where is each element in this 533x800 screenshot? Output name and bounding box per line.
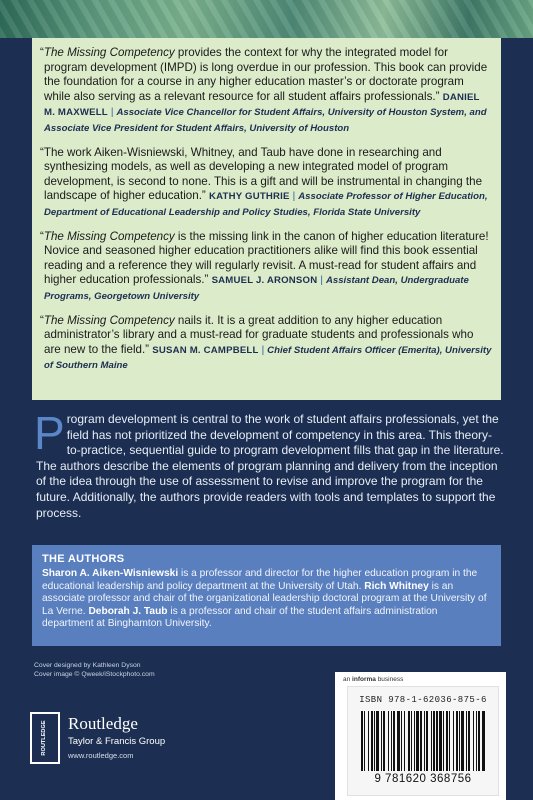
barcode-bar — [431, 711, 432, 771]
informa-business-label: an informa business — [343, 676, 404, 683]
barcode-bar — [368, 711, 369, 771]
publisher-url: www.routledge.com — [68, 751, 134, 760]
publisher-group: Taylor & Francis Group — [68, 736, 166, 747]
separator: | — [292, 191, 296, 203]
endorser-name: KATHY GUTHRIE — [209, 191, 290, 203]
drop-cap: P — [34, 407, 65, 459]
barcode-bar — [411, 711, 412, 771]
endorser-affiliation: Assistant Dean, Undergraduate Programs, Georgetown University — [44, 275, 469, 302]
watercolor-header-strip — [0, 0, 533, 38]
barcode-bar — [374, 711, 375, 771]
author-name: Deborah J. Taub — [88, 605, 168, 617]
authors-bio: Sharon A. Aiken-Wisniewski is a professor and director for the higher education program in the educational leadership and policy department at the University of Utah. Rich Whitney is an associate professor and chair of the organizational leadership doctoral program at the University of La Verne. Deborah J. Taub is a professor and chair of the student affairs administration department at Binghamton University. — [42, 568, 487, 630]
endorsement-quote: “The Missing Competency is the missing link in the canon of higher education literature! Novice and seasoned higher education practitioners alike will find this book essential reading and a reference they will regularly revisit. A must-read for student affairs and higher education professionals.” SAMUEL J. ARONSON | Assistant Dean, Undergraduate Programs, Georgetown University — [40, 229, 489, 302]
barcode-bar — [466, 711, 467, 771]
barcode-bar — [459, 711, 460, 771]
cover-image-credit: Cover image © Qweek/iStockphoto.com — [34, 671, 155, 678]
endorser-name: DANIEL M. MAXWELL — [44, 91, 480, 119]
barcode-bar — [408, 711, 410, 771]
barcode-bar — [482, 711, 485, 771]
barcode-bar — [404, 711, 405, 771]
barcode-bar — [433, 711, 435, 771]
separator: | — [261, 344, 265, 356]
book-title-italic: The Missing Competency — [43, 46, 175, 59]
authors-heading: THE AUTHORS — [42, 553, 125, 565]
endorser-affiliation: Chief Student Affairs Officer (Emerita), University of Southern Maine — [44, 344, 492, 372]
barcode-bar — [426, 711, 428, 771]
endorser-name: SAMUEL J. ARONSON — [211, 275, 318, 287]
cover-credits — [34, 661, 155, 679]
book-description — [34, 407, 506, 521]
barcode-bar — [388, 711, 389, 771]
barcode-bar — [436, 711, 438, 771]
barcode-bar — [476, 711, 477, 771]
endorser-affiliation: Associate Professor of Higher Education, Department of Educational Leadership and Policy Studies, Florida State University — [44, 191, 488, 218]
barcode-bar — [439, 711, 442, 771]
book-title-italic: The Missing Competency — [43, 229, 175, 243]
logo-mark-text: ROUTLEDGE — [41, 720, 47, 756]
barcode-bar — [443, 711, 444, 771]
barcode-bar — [468, 711, 470, 771]
endorser-name: SUSAN M. CAMPBELL — [152, 344, 259, 356]
isbn-number: ISBN 978-1-62036-875-6 — [359, 695, 487, 705]
barcode-bar — [446, 711, 448, 771]
cover-design-credit: Cover designed by Kathleen Dyson — [34, 662, 141, 669]
author-name: Rich Whitney — [364, 580, 429, 592]
separator: | — [320, 275, 323, 287]
authors-panel — [32, 545, 501, 646]
barcode-bar — [383, 711, 385, 771]
author-name: Sharon A. Aiken-Wisniewski — [42, 568, 179, 579]
barcode-bar — [449, 711, 450, 771]
barcode-bar — [461, 711, 464, 771]
barcode-bar — [393, 711, 395, 771]
barcode-bar — [401, 711, 402, 771]
barcode-bars-icon — [360, 711, 486, 771]
separator: | — [110, 107, 114, 119]
endorsement-quote: “The work Aiken-Wisniewski, Whitney, and Taub have done in researching and synthesizing models, as well as developing a new integrated model of program development, is second to none. This is a gift and will be instrumental in changing the landscape of higher education.” KATHY GUTHRIE | Associate Professor of Higher Education, Department of Educational Leadership and Policy Studies, Florida State University — [40, 145, 488, 218]
barcode-bar — [376, 711, 379, 771]
barcode-box — [335, 672, 506, 800]
barcode-bar — [414, 711, 415, 771]
barcode-bar — [478, 711, 480, 771]
barcode-bar — [381, 711, 382, 771]
barcode-bar — [424, 711, 425, 771]
barcode-bar — [456, 711, 458, 771]
barcode-bar — [364, 711, 365, 771]
publisher-name: Routledge — [68, 714, 138, 733]
endorser-affiliation: Associate Vice Chancellor for Student Affairs, University of Houston System, and Associate Vice President for Student Affairs, University of Houston — [44, 107, 487, 134]
routledge-mark-icon — [30, 712, 60, 764]
barcode-bar — [371, 711, 373, 771]
barcode-bar — [473, 711, 474, 771]
barcode-bar — [453, 711, 454, 771]
description-text: rogram development is central to the work of student affairs professionals, yet the field has not prioritized the development of competency in this area. This theory-to-practice, sequential guide to program development fills that gap in the literature. The authors describe the elements of program planning and delivery from the inception of the idea through the use of assessment to revise and improve the program for the future. Additionally, the authors provide readers with tools and templates to support the process. — [36, 412, 504, 520]
barcode-bar — [391, 711, 392, 771]
barcode-bar — [416, 711, 419, 771]
barcode-bar — [397, 711, 400, 771]
endorsements-panel — [32, 38, 501, 400]
book-title-italic: The Missing Competency — [43, 313, 175, 327]
barcode-bar — [420, 711, 422, 771]
barcode-bar — [361, 711, 363, 771]
endorsement-quote: “The Missing Competency provides the context for why the integrated model for program development (IMPD) is long overdue in our profession. This book can provide the foundation for a course in any higher education master’s or doctorate program while also serving as a relevant resource for all student affairs professionals.” DANIEL M. MAXWELL | Associate Vice Chancellor for Student Affairs, University of Houston System, and Associate Vice President for Student Affairs, University of Houston — [40, 46, 488, 134]
isbn-barcode — [347, 686, 499, 796]
barcode-digits: 9 781620 368756 — [374, 773, 472, 785]
routledge-logo — [30, 712, 210, 772]
endorsement-quote: “The Missing Competency nails it. It is a great addition to any higher education administrator’s library and a must-read for graduate students and professionals who are new to the field.” SUSAN M. CAMPBELL | Chief Student Affairs Officer (Emerita), University of Southern Maine — [40, 313, 492, 372]
